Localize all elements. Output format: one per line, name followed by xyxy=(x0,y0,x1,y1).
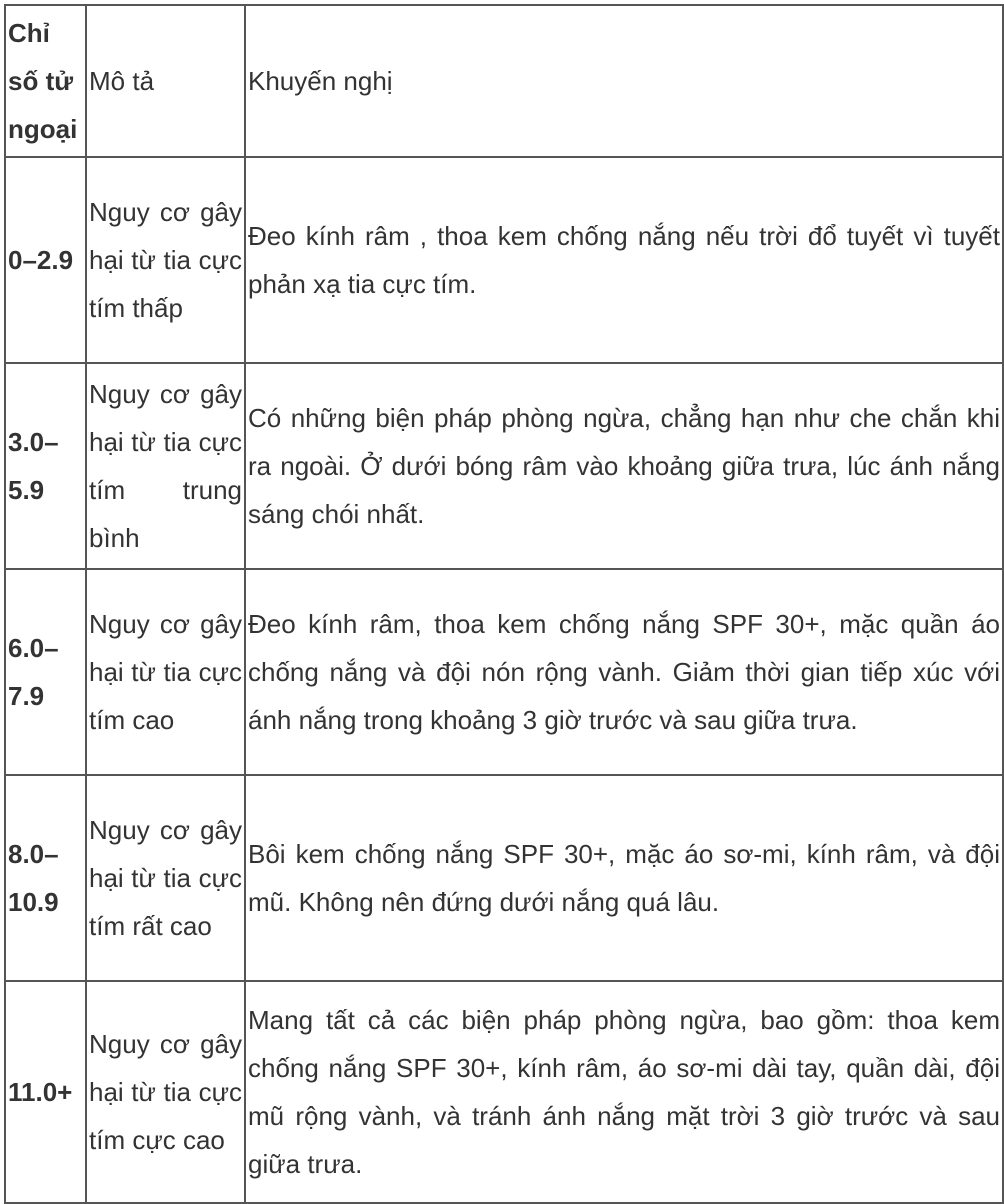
table-row xyxy=(5,363,1003,569)
table-row xyxy=(5,981,1003,1203)
recommendation-cell: Mang tất cả các biện pháp phòng ngừa, bao gồm: thoa kem chống nắng SPF 30+, kính râm, áo sơ-mi dài tay, quần dài, đội mũ rộng vành, và tránh ánh nắng mặt trời 3 giờ trước và sau giữa trưa. xyxy=(245,981,1003,1203)
uv-index-cell: 11.0+ xyxy=(5,981,86,1203)
recommendation-cell: Bôi kem chống nắng SPF 30+, mặc áo sơ-mi, kính râm, và đội mũ. Không nên đứng dưới nắng quá lâu. xyxy=(245,775,1003,981)
description-cell: Nguy cơ gây hại từ tia cực tím cao xyxy=(86,569,245,775)
recommendation-cell: Đeo kính râm , thoa kem chống nắng nếu trời đổ tuyết vì tuyết phản xạ tia cực tím. xyxy=(245,157,1003,363)
uv-index-table xyxy=(4,4,1004,1204)
table-row xyxy=(5,569,1003,775)
uv-index-cell: 6.0–7.9 xyxy=(5,569,86,775)
uv-index-cell: 8.0–10.9 xyxy=(5,775,86,981)
description-cell: Nguy cơ gây hại từ tia cực tím cực cao xyxy=(86,981,245,1203)
header-uv-index: Chỉ số tử ngoại xyxy=(5,5,86,157)
uv-index-cell: 0–2.9 xyxy=(5,157,86,363)
uv-index-cell: 3.0–5.9 xyxy=(5,363,86,569)
recommendation-cell: Có những biện pháp phòng ngừa, chẳng hạn như che chắn khi ra ngoài. Ở dưới bóng râm vào khoảng giữa trưa, lúc ánh nắng sáng chói nhất. xyxy=(245,363,1003,569)
table-header-row xyxy=(5,5,1003,157)
description-cell: Nguy cơ gây hại từ tia cực tím thấp xyxy=(86,157,245,363)
table-row xyxy=(5,157,1003,363)
description-cell: Nguy cơ gây hại từ tia cực tím rất cao xyxy=(86,775,245,981)
table-row xyxy=(5,775,1003,981)
header-recommendation: Khuyến nghị xyxy=(245,5,1003,157)
header-description: Mô tả xyxy=(86,5,245,157)
recommendation-cell: Đeo kính râm, thoa kem chống nắng SPF 30+, mặc quần áo chống nắng và đội nón rộng vành. Giảm thời gian tiếp xúc với ánh nắng trong khoảng 3 giờ trước và sau giữa trưa. xyxy=(245,569,1003,775)
description-cell: Nguy cơ gây hại từ tia cực tím trung bình xyxy=(86,363,245,569)
